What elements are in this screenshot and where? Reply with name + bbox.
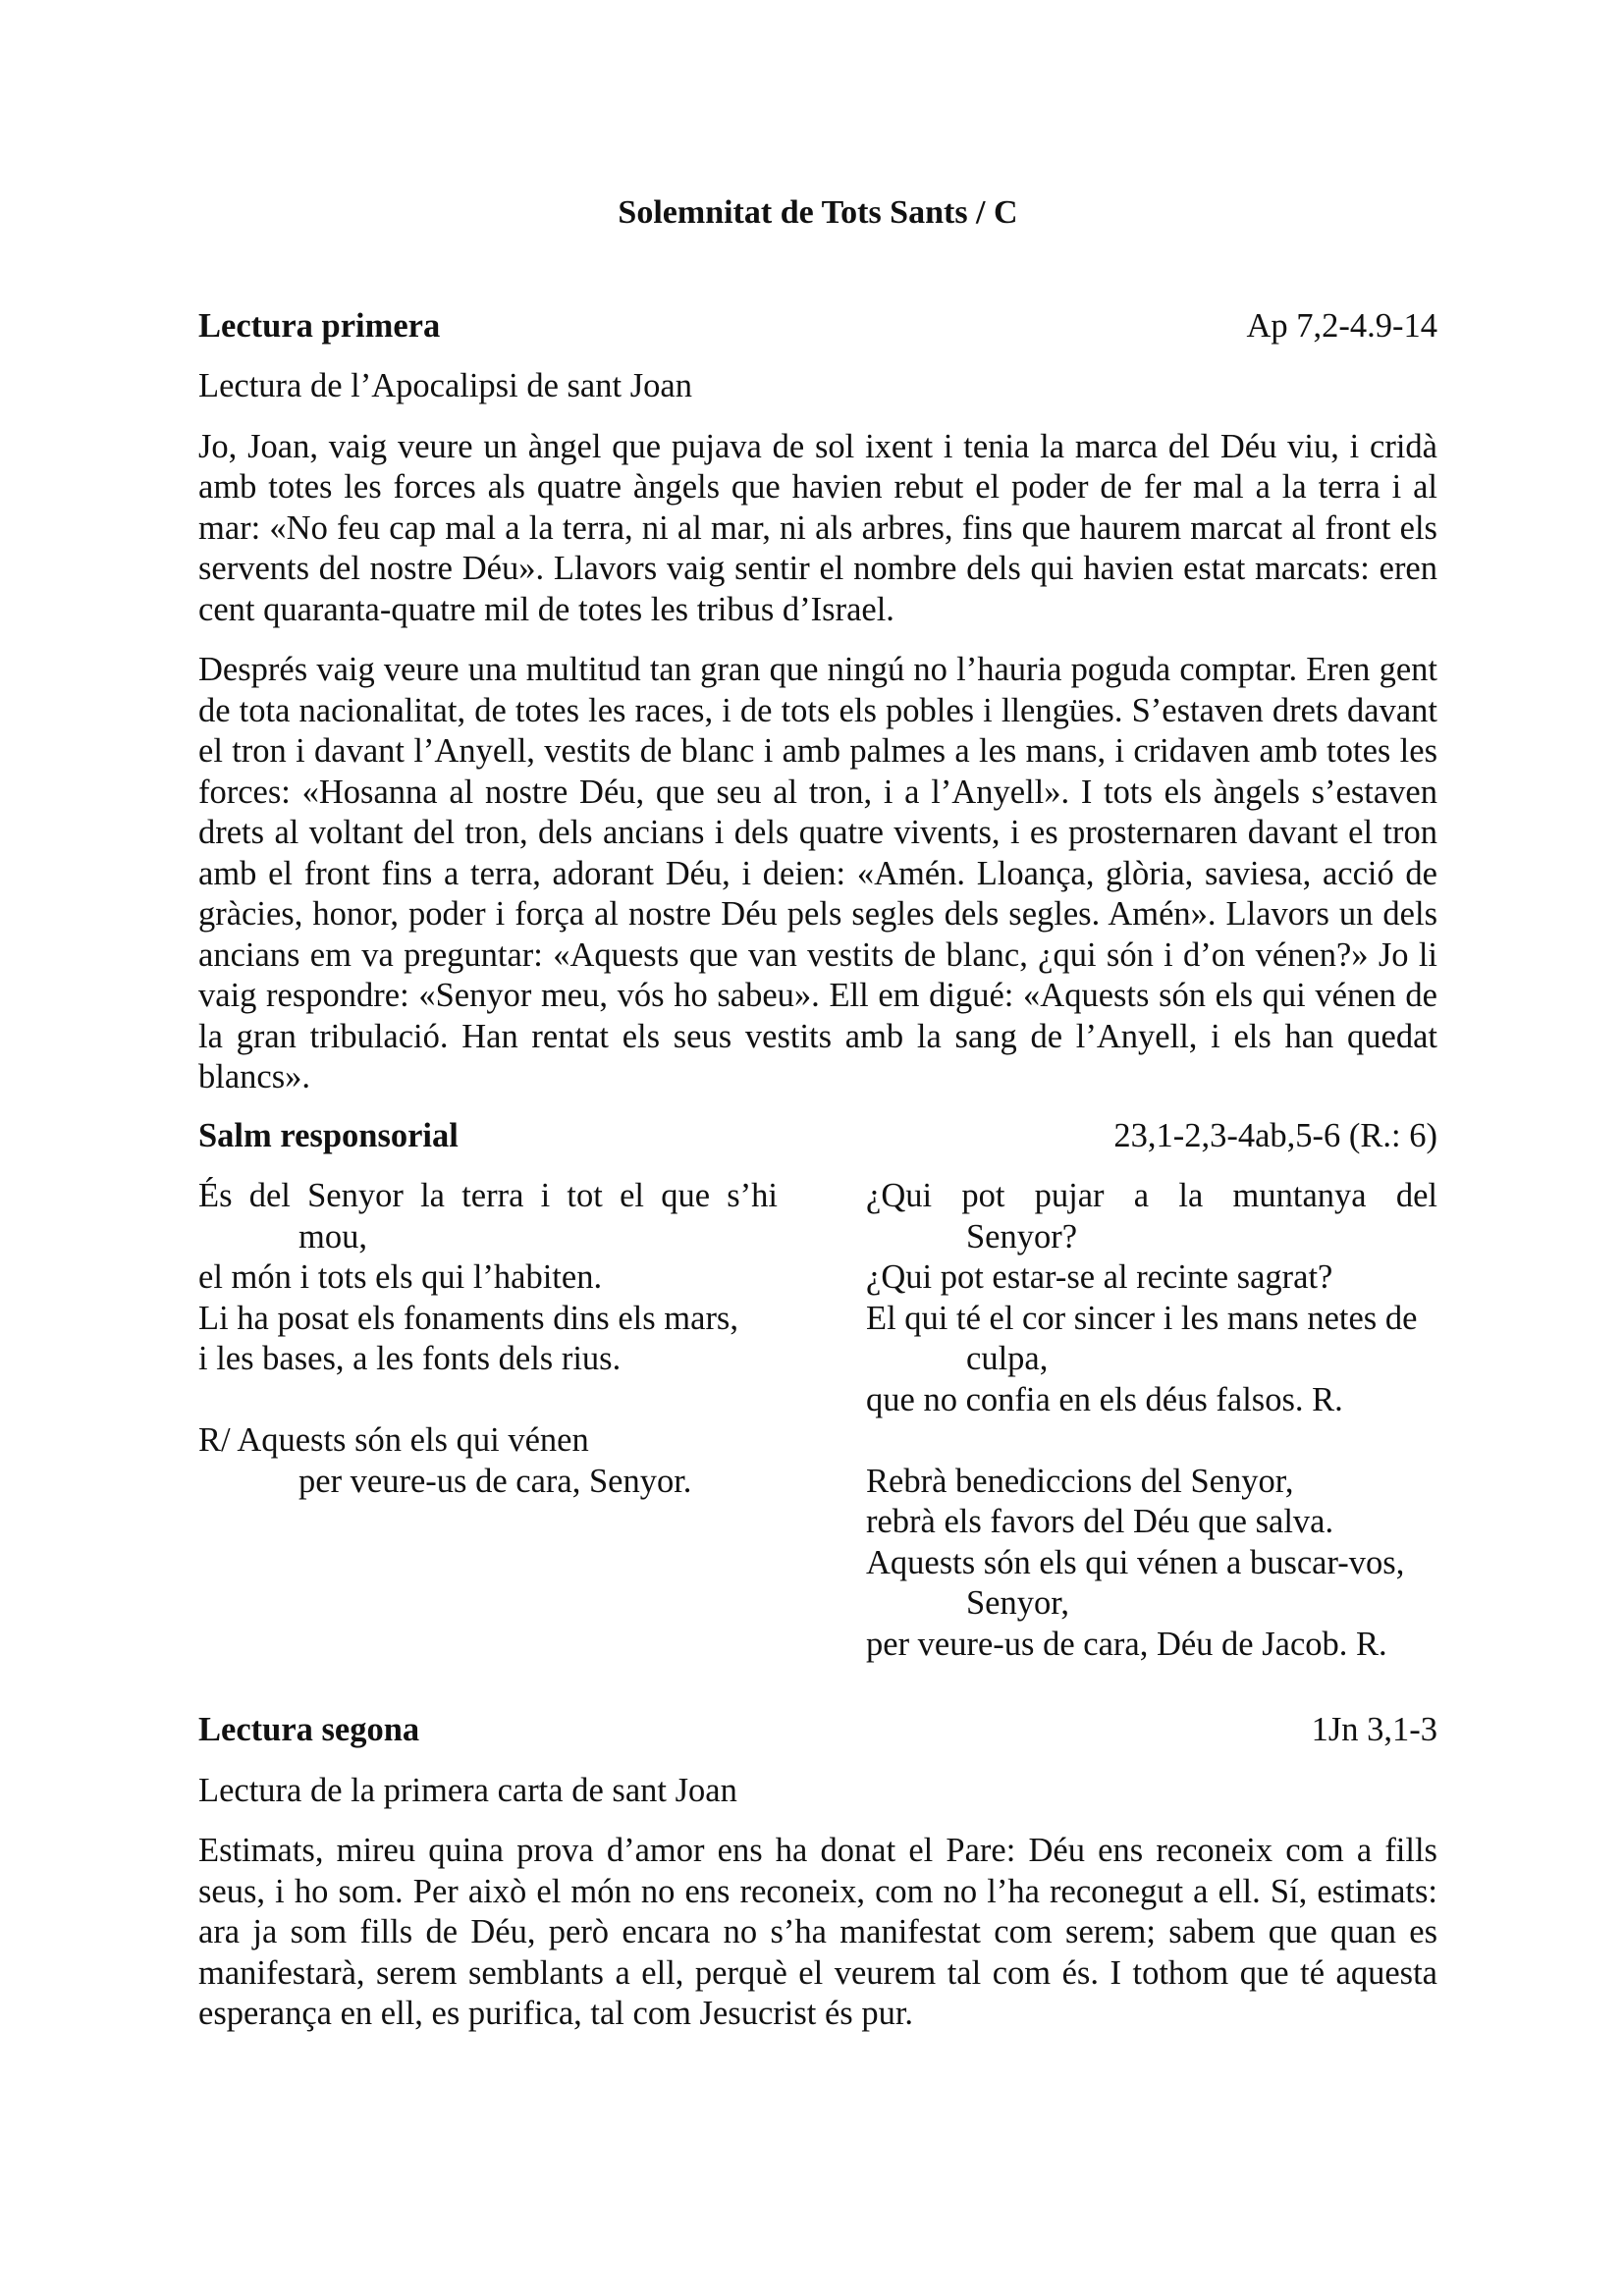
second-reading-paragraph: Estimats, mireu quina prova d’amor ens ha donat el Pare: Déu ens reconeix com a fills seus, i ho som. Per això el món no ens reconeix, com no l’ha reconegut a ell. Sí, estimats: ara ja som fills de Déu, però encara no s’ha manifestat com serem; sabem que quan es manifestarà, serem semblants a ell, perquè el veurem tal com és. I tothom que té aquesta esperança en ell, es purifica, tal com Jesucrist és pur. bbox=[198, 1832, 1437, 2032]
second-reading-section bbox=[198, 1710, 1437, 2035]
psalm-section bbox=[198, 1116, 1437, 1666]
response-line: per veure-us de cara, Senyor. bbox=[298, 1462, 692, 1500]
verse-line: el món i tots els qui l’habiten. bbox=[198, 1258, 603, 1296]
psalm-left-stanza bbox=[198, 1176, 778, 1380]
psalm-reference: 23,1-2,3-4ab,5-6 (R.: 6) bbox=[1113, 1116, 1437, 1154]
psalm-right-column bbox=[866, 1176, 1437, 1665]
first-reading-paragraph-2: Després vaig veure una multitud tan gran que ningú no l’hauria poguda comptar. Eren gent de tota nacionalitat, de totes les races, i de tots els pobles i llengües. S’estaven drets davant el tron i davant l’Anyell, vestits de blanc i amb palmes a les mans, i cridaven amb totes les forces: «Hosanna al nostre Déu, que seu al tron, i a l’Anyell». I tots els àngels s’estaven drets al voltant del tron, dels ancians i dels quatre vivents, i es prosternaren davant el tron amb el front fins a terra, adorant Déu, i deien: «Amén. Lloança, glòria, saviesa, acció de gràcies, honor, poder i força al nostre Déu pels segles dels segles. Amén». Llavors un dels ancians em va preguntar: «Aquests que van vestits de blanc, ¿qui són i d’on vénen?» Jo li vaig respondre: «Senyor meu, vós ho sabeu». Ell em digué: «Aquests són els qui vénen de la gran tribulació. Han rentat els seus vestits amb la sang de l’Anyell, i els han quedat blancs». bbox=[198, 651, 1437, 1095]
verse-line: Aquests són els qui vénen a buscar-vos, bbox=[866, 1543, 1405, 1581]
verse-line: ¿Qui pot pujar a la muntanya del bbox=[866, 1177, 1437, 1214]
second-reading-heading: Lectura segona bbox=[198, 1711, 420, 1748]
verse-line: que no confia en els déus falsos. R. bbox=[866, 1380, 1343, 1418]
response-line: R/ Aquests són els qui vénen bbox=[198, 1421, 589, 1459]
verse-line: culpa, bbox=[966, 1340, 1049, 1377]
document-page bbox=[198, 192, 1437, 2035]
page-title: Solemnitat de Tots Sants / C bbox=[618, 194, 1018, 231]
first-reading-header bbox=[198, 306, 1437, 347]
first-reading-heading: Lectura primera bbox=[198, 306, 441, 345]
verse-line: Li ha posat els fonaments dins els mars, bbox=[198, 1299, 738, 1337]
verse-line: rebrà els favors del Déu que salva. bbox=[866, 1503, 1334, 1540]
verse-line: Senyor, bbox=[966, 1584, 1069, 1622]
psalm-header bbox=[198, 1116, 1437, 1157]
verse-line: És del Senyor la terra i tot el que s’hi bbox=[198, 1177, 778, 1214]
verse-line: per veure-us de cara, Déu de Jacob. R. bbox=[866, 1625, 1387, 1663]
first-reading-intro: Lectura de l’Apocalipsi de sant Joan bbox=[198, 367, 692, 404]
psalm-heading: Salm responsorial bbox=[198, 1116, 459, 1154]
verse-line: i les bases, a les fonts dels rius. bbox=[198, 1340, 622, 1377]
first-reading-section bbox=[198, 306, 1437, 1098]
first-reading-reference: Ap 7,2-4.9-14 bbox=[1246, 306, 1437, 345]
psalm-response bbox=[198, 1420, 778, 1502]
verse-line: El qui té el cor sincer i les mans netes de bbox=[866, 1299, 1418, 1337]
second-reading-reference: 1Jn 3,1-3 bbox=[1311, 1711, 1437, 1748]
verse-line: mou, bbox=[298, 1217, 367, 1255]
first-reading-paragraph-1: Jo, Joan, vaig veure un àngel que pujava de sol ixent i tenia la marca del Déu viu, i cridà amb totes les forces als quatre àngels que havien rebut el poder de fer mal a la terra i al mar: «No feu cap mal a la terra, ni al mar, ni als arbres, fins que haurem marcat al front els servents del nostre Déu». Llavors vaig sentir el nombre dels qui havien estat marcats: eren cent quaranta-quatre mil de totes les tribus d’Israel. bbox=[198, 427, 1437, 628]
psalm-right-stanza-2 bbox=[866, 1462, 1437, 1666]
verse-line: Senyor? bbox=[966, 1217, 1078, 1255]
psalm-columns bbox=[198, 1176, 1437, 1665]
verse-line: Rebrà benediccions del Senyor, bbox=[866, 1462, 1294, 1500]
psalm-right-stanza-1 bbox=[866, 1176, 1437, 1420]
verse-line: ¿Qui pot estar-se al recinte sagrat? bbox=[866, 1258, 1333, 1296]
second-reading-header bbox=[198, 1710, 1437, 1751]
psalm-left-column bbox=[198, 1176, 778, 1665]
second-reading-intro: Lectura de la primera carta de sant Joan bbox=[198, 1771, 737, 1809]
